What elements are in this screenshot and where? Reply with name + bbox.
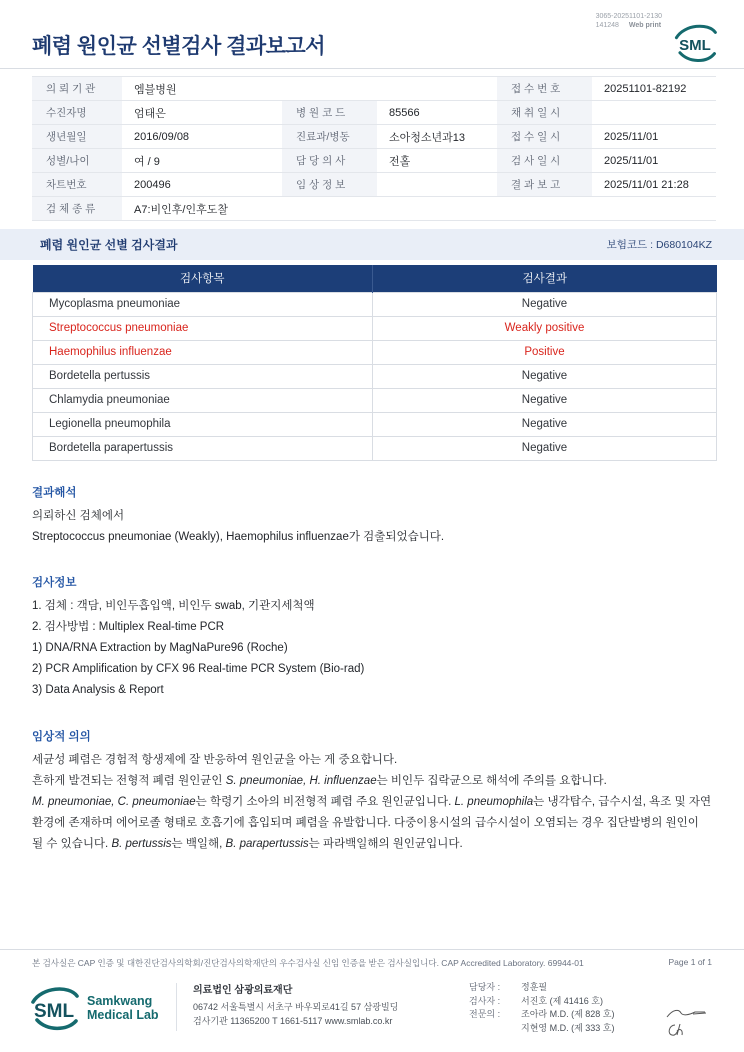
test-result: Weakly positive [373,316,717,340]
report-footer [0,949,744,1052]
staff-row: 전문의 : 조아라 M.D. (제 828 호) [469,1009,615,1019]
field-label: 담 당 의 사 [282,149,377,173]
field-label: 성별/나이 [32,149,122,173]
field-label: 진료과/병동 [282,125,377,149]
field-value [377,173,497,197]
clinical-significance-section [0,728,744,855]
test-item: Mycoplasma pneumoniae [33,292,373,316]
print-code-line2 [596,21,662,30]
results-section-header [0,229,744,260]
test-info-line: 2. 검사방법 : Multiplex Real-time PCR [32,620,225,633]
footer-logo [28,981,176,1035]
test-result: Negative [373,292,717,316]
field-label: 차트번호 [32,173,122,197]
organization-address: 06742 서울특별시 서초구 바우뫼로41길 57 삼광빌딩 [193,1002,399,1012]
field-value: 2016/09/08 [122,125,282,149]
field-value: 85566 [377,101,497,125]
field-value [592,101,716,125]
table-row [33,412,717,436]
certification-text: 본 검사실은 CAP 인증 및 대한진단검사의학회/진단검사의학재단의 우수검사실 신임 인증을 받은 검사실입니다. CAP Accredited Laboratory. 69944-01 [32,958,584,968]
column-header-item: 검사항목 [33,265,373,292]
organization-contact: 검사기관 11365200 T 1661-5117 www.smlab.co.kr [193,1016,393,1026]
field-value: 소아청소년과13 [377,125,497,149]
clinical-paragraph: 흔하게 발견되는 전형적 폐렴 원인균인 S. pneumoniae, H. influenzae는 비인두 집락균으로 해석에 주의를 요합니다. [32,774,607,787]
test-item: Bordetella parapertussis [33,436,373,460]
certification-row [0,950,744,969]
staff-row: 지현영 M.D. (제 333 호) [521,1022,615,1033]
clinical-heading: 임상적 의의 [32,730,91,743]
interpretation-section [0,484,744,548]
table-row [32,197,716,221]
print-code [596,12,662,30]
test-item: Legionella pneumophila [33,412,373,436]
field-value: 2025/11/01 [592,149,716,173]
test-info-line: 1) DNA/RNA Extraction by MagNaPure96 (Roche) [32,641,288,654]
web-print-label: Web print [628,22,662,29]
footer-main [0,981,744,1035]
field-value: 20251101-82192 [592,77,716,101]
table-row [32,149,716,173]
clinical-paragraph: 세균성 폐렴은 경험적 항생제에 잘 반응하여 원인균을 아는 게 중요합니다. [32,753,398,766]
table-row [33,292,717,316]
interpretation-line: 의뢰하신 검체에서 [32,509,125,522]
test-info-line: 3) Data Analysis & Report [32,683,164,696]
field-label: 의 뢰 기 관 [32,77,122,101]
table-row [33,436,717,460]
field-label: 접 수 번 호 [497,77,592,101]
field-value: 엠블병원 [122,77,497,101]
test-result: Negative [373,436,717,460]
results-table-section [0,260,744,461]
results-section-title: 폐렴 원인균 선별 검사결과 [40,238,178,252]
test-info-section [0,574,744,701]
test-item: Chlamydia pneumoniae [33,388,373,412]
test-info-heading: 검사정보 [32,576,77,589]
field-value: 2025/11/01 [592,125,716,149]
svg-text:SML: SML [33,1001,75,1022]
interpretation-heading: 결과해석 [32,486,77,499]
organization-info [193,981,445,1035]
organization-name: 의료법인 삼광의료재단 [193,985,293,996]
insurance-code: 보험코드 : D680104KZ [606,239,712,251]
lab-name: Samkwang Medical Lab [87,994,159,1022]
test-result: Negative [373,364,717,388]
svg-text:SML: SML [679,37,711,55]
page-title: 폐렴 원인균 선별검사 결과보고서 [32,35,326,58]
clinical-paragraph: M. pneumoniae, C. pneumoniae는 학령기 소아의 비전형적 폐렴 주요 원인균입니다. L. pneumophila는 냉각탑수, 급수시설, 욕조 및 자연환경에 존재하며 에어로졸 형태로 호흡기에 흡입되며 폐렴을 유발합니다. 다중이용시설의 급수시설이 오염되는 경우 집단발병의 원인이 될 수 있습니다. B. pertussis는 백일해, B. parapertussis는 파라백일해의 원인균입니다. [32,795,712,850]
print-code-line1: 3065-20251101-2130 [595,13,662,20]
test-info-line: 1. 검체 : 객담, 비인두흡입액, 비인두 swab, 기관지세척액 [32,599,315,612]
table-row [33,316,717,340]
patient-info-table [32,76,716,221]
column-header-result: 검사결과 [373,265,717,292]
patient-info-section [0,69,744,221]
staff-info [469,981,614,1035]
field-value: 전홀 [377,149,497,173]
table-row [33,340,717,364]
field-label: 검 사 일 시 [497,149,592,173]
footer-vertical-divider [176,983,177,1031]
field-label: 채 취 일 시 [497,101,592,125]
field-value: 2025/11/01 21:28 [592,173,716,197]
table-row [33,364,717,388]
field-label: 생년월일 [32,125,122,149]
print-code-number: 141248 [595,22,619,29]
table-row [32,173,716,197]
field-label: 수진자명 [32,101,122,125]
sml-logo-icon [672,22,718,64]
test-result: Positive [373,340,717,364]
table-row [32,125,716,149]
results-table [32,265,717,461]
field-value: 200496 [122,173,282,197]
field-label: 접 수 일 시 [497,125,592,149]
test-result: Negative [373,412,717,436]
signature-icon [665,1007,709,1021]
staff-row: 검사자 : 서진호 (제 41416 호) [469,995,603,1006]
staff-row: 담당자 : 정훈필 [469,982,548,992]
page-number: Page 1 of 1 [668,957,712,967]
field-label: 임 상 정 보 [282,173,377,197]
test-item: Streptococcus pneumoniae [33,316,373,340]
signature-icon [665,1022,695,1038]
field-label: 결 과 보 고 [497,173,592,197]
test-result: Negative [373,388,717,412]
sml-logo-icon [28,984,80,1032]
field-label: 검 체 종 류 [32,197,122,221]
table-header-row [33,265,717,292]
field-label: 병 원 코 드 [282,101,377,125]
table-row [32,77,716,101]
interpretation-line: Streptococcus pneumoniae (Weakly), Haemophilus influenzae가 검출되었습니다. [32,530,445,543]
table-row [32,101,716,125]
field-value: 여 / 9 [122,149,282,173]
field-value: 엄태은 [122,101,282,125]
test-info-line: 2) PCR Amplification by CFX 96 Real-time PCR System (Bio-rad) [32,662,365,675]
report-header [0,0,744,68]
table-row [33,388,717,412]
field-value: A7:비인후/인후도찰 [122,197,716,221]
test-item: Bordetella pertussis [33,364,373,388]
test-item: Haemophilus influenzae [33,340,373,364]
